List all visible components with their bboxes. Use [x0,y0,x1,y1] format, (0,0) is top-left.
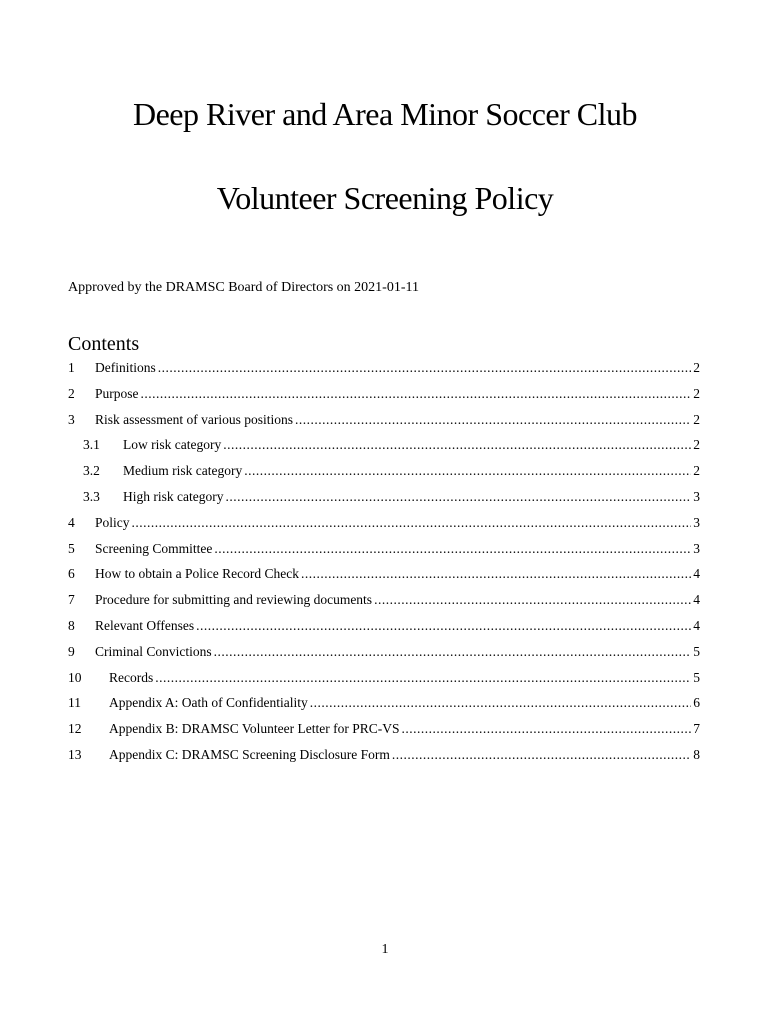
toc-number: 13 [68,746,82,762]
toc-leader [158,358,692,378]
toc-entry-procedure[interactable] [68,590,700,616]
toc-leader [196,616,691,636]
toc-entry-relevant-offenses[interactable] [68,616,700,642]
toc-entry-criminal-convictions[interactable] [68,642,700,668]
toc-entry-purpose[interactable] [68,384,700,410]
toc-page: 3 [693,540,700,556]
toc-label: Relevant Offenses [95,617,195,633]
toc-page: 4 [693,617,700,633]
contents-heading: Contents [68,333,140,355]
toc-page: 5 [693,669,700,685]
toc-page: 7 [693,721,700,737]
toc-leader [214,539,691,559]
toc-entry-high-risk[interactable] [68,487,700,513]
toc-label: Policy [95,514,130,530]
toc-label: Appendix A: Oath of Confidentiality [109,695,308,711]
toc-label: Screening Committee [95,540,213,556]
toc-label: Low risk category [123,437,222,453]
toc-number: 8 [68,617,75,633]
toc-page: 2 [693,437,700,453]
toc-page: 2 [693,360,700,375]
toc-entry-police-record-check[interactable] [68,564,700,590]
toc-label: Procedure for submitting and reviewing documents [95,592,373,608]
toc-leader [374,590,691,610]
toc-leader [244,461,691,481]
toc-page: 3 [693,514,700,530]
toc-leader [141,384,692,404]
toc-number: 4 [68,514,75,530]
toc-page: 4 [693,566,700,582]
toc-label: High risk category [123,488,224,504]
toc-number: 2 [68,385,75,401]
toc-label: Records [109,669,154,685]
toc-leader [295,410,691,430]
toc-leader [310,693,692,713]
toc-number: 6 [68,566,75,582]
toc-leader [132,513,692,533]
toc-label: Definitions [95,360,156,375]
toc-label: Appendix C: DRAMSC Screening Disclosure Form [109,746,390,762]
toc-page: 3 [693,488,700,504]
toc-label: Medium risk category [123,463,243,479]
toc-entry-risk-assessment[interactable] [68,410,700,436]
toc-page: 2 [693,411,700,427]
toc-page: 2 [693,385,700,401]
toc-entry-appendix-a[interactable] [68,693,700,719]
toc-number: 7 [68,592,75,608]
toc-number: 10 [68,669,82,685]
toc-page: 2 [693,463,700,479]
toc-leader [155,668,691,688]
toc-label: Criminal Convictions [95,643,212,659]
page-number: 1 [381,942,389,957]
toc-entry-medium-risk[interactable] [68,461,700,487]
toc-leader [402,719,692,739]
toc-number: 3.1 [83,437,100,453]
toc-label: Appendix B: DRAMSC Volunteer Letter for PRC-VS [109,721,400,737]
toc-number: 3.2 [83,463,100,479]
toc-number: 5 [68,540,75,556]
toc-page: 6 [693,695,700,711]
toc-label: How to obtain a Police Record Check [95,566,299,582]
toc-entry-records[interactable] [68,668,700,694]
club-title: Deep River and Area Minor Soccer Club [132,96,637,132]
toc-number: 1 [68,360,75,375]
toc-entry-screening-committee[interactable] [68,539,700,565]
toc-page: 5 [693,643,700,659]
approval-note: Approved by the DRAMSC Board of Directors on 2021-01-11 [68,280,419,295]
toc-leader [301,564,691,584]
toc-number: 11 [68,695,81,711]
toc-leader [223,435,691,455]
toc-number: 9 [68,643,75,659]
toc-leader [214,642,692,662]
toc-leader [225,487,691,507]
table-of-contents [68,358,700,771]
toc-entry-appendix-b[interactable] [68,719,700,745]
toc-leader [392,745,691,765]
policy-title: Volunteer Screening Policy [216,180,554,216]
toc-page: 8 [693,746,700,762]
toc-page: 4 [693,592,700,608]
toc-entry-appendix-c[interactable] [68,745,700,771]
toc-entry-definitions[interactable] [68,358,700,384]
toc-label: Purpose [95,385,139,401]
toc-number: 3 [68,411,75,427]
toc-entry-low-risk[interactable] [68,435,700,461]
toc-entry-policy[interactable] [68,513,700,539]
toc-number: 12 [68,721,82,737]
toc-label: Risk assessment of various positions [95,411,293,427]
toc-number: 3.3 [83,488,100,504]
